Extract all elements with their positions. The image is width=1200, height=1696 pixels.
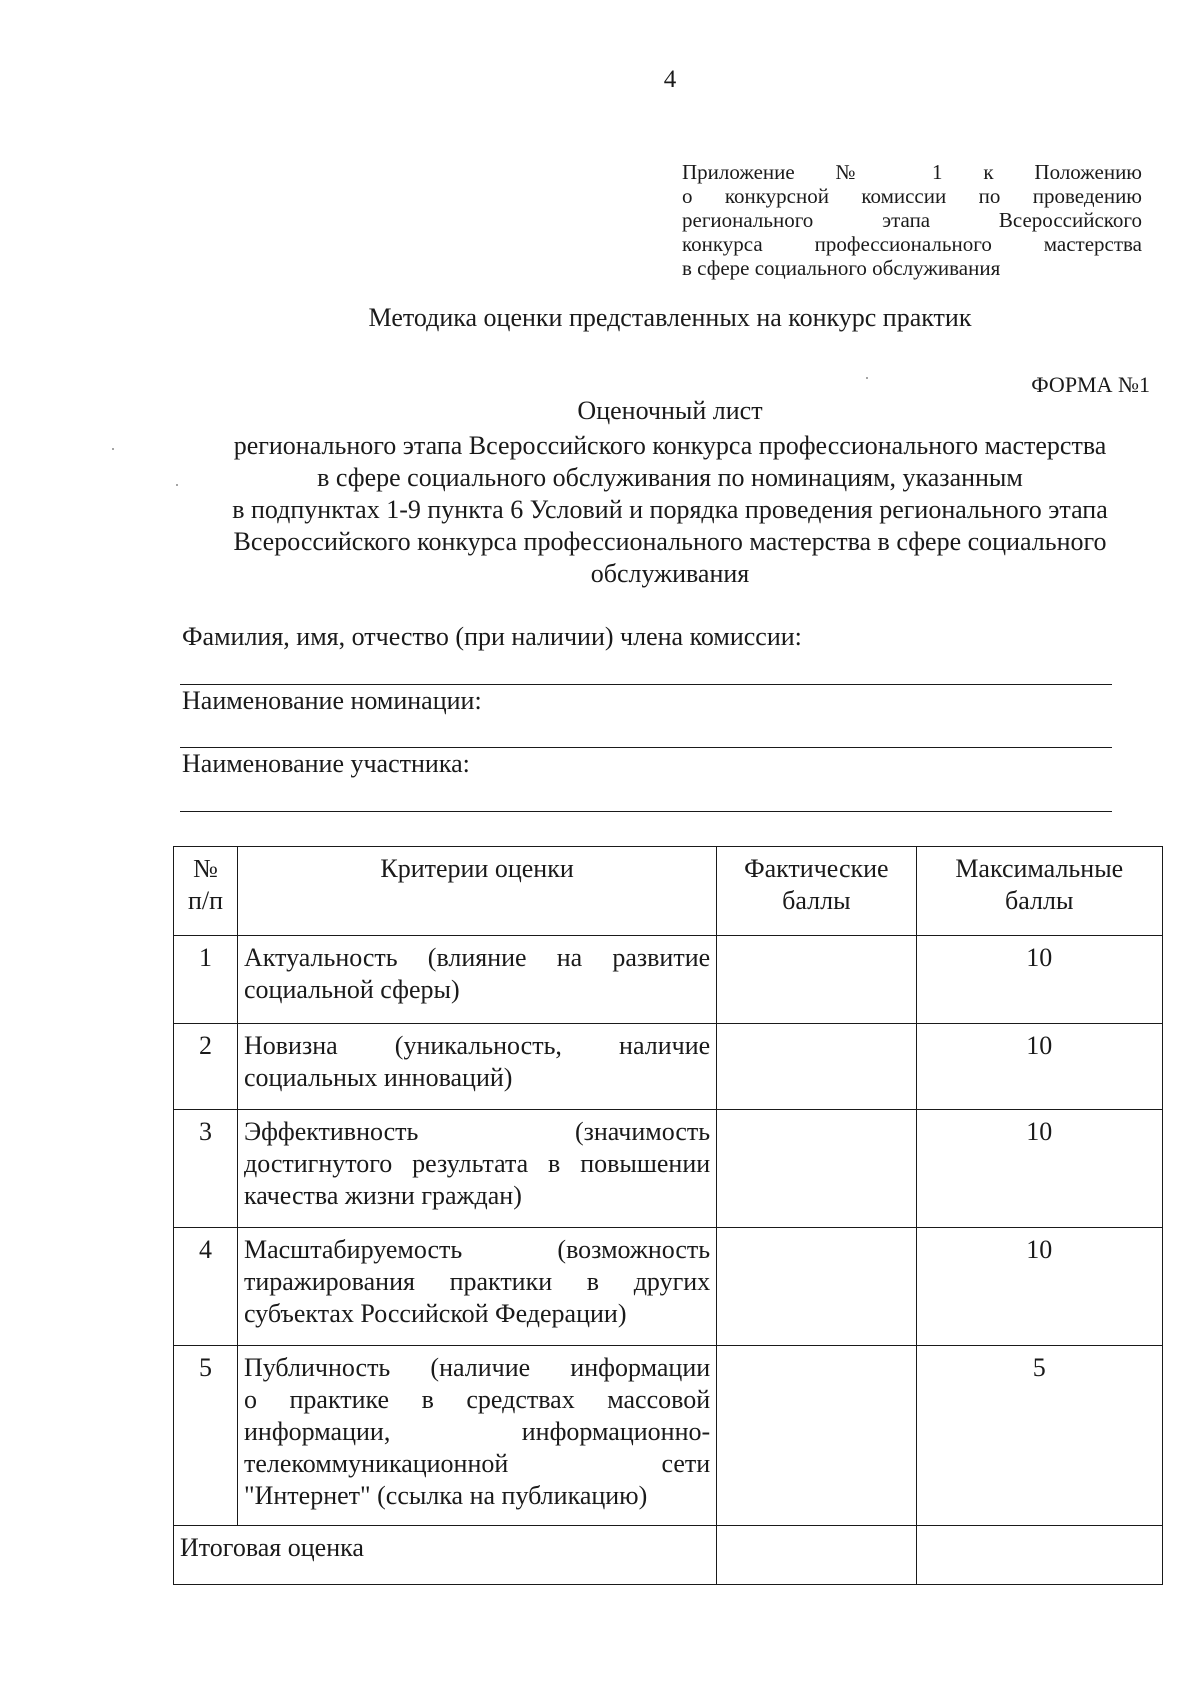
criteria-line: субъектах Российской Федерации) [243,1299,627,1328]
nomination-label: Наименование номинации: [182,686,482,715]
criteria-line: информации, информационно- [243,1417,711,1446]
row-actual-score[interactable] [717,1228,916,1346]
row-max-score: 10 [916,936,1162,1024]
appendix-line: Приложение № 1 к Положению [682,160,1142,184]
criteria-line: Публичность (наличие информации [243,1353,711,1382]
table-row [174,1346,1163,1526]
appendix-line: о конкурсной комиссии по проведению [682,184,1142,208]
row-criteria [237,1110,716,1228]
sheet-subtitle [150,430,1190,590]
member-name-line [180,684,1112,685]
criteria-line: Новизна (уникальность, наличие [243,1031,711,1060]
header-max [916,847,1162,936]
criteria-line: Масштабируемость (возможность [243,1235,711,1264]
row-actual-score[interactable] [717,1024,916,1110]
header-num-line: № [193,854,218,883]
header-criteria: Критерии оценки [237,847,716,936]
criteria-line: социальных инноваций) [243,1063,513,1092]
criteria-line: Актуальность (влияние на развитие [243,943,711,972]
nomination-line [180,747,1112,748]
row-max-score: 10 [916,1228,1162,1346]
table-row [174,1110,1163,1228]
table-header-row [174,847,1163,936]
method-title: Методика оценки представленных на конкурс практик [368,303,972,332]
criteria-line: достигнутого результата в повышении [243,1149,711,1178]
criteria-line: Эффективность (значимость [243,1117,711,1146]
criteria-line: тиражирования практики в других [243,1267,711,1296]
member-name-label: Фамилия, имя, отчество (при наличии) члена комиссии: [182,622,802,651]
row-num: 4 [174,1228,238,1346]
scan-speck [112,448,114,450]
table-total-row [174,1526,1163,1585]
scan-speck [866,377,868,379]
row-max-score: 10 [916,1110,1162,1228]
row-criteria [237,1024,716,1110]
row-num: 3 [174,1110,238,1228]
row-num: 5 [174,1346,238,1526]
header-actual-line: Фактические [744,854,889,883]
row-actual-score[interactable] [717,1110,916,1228]
sheet-subtitle-line: Всероссийского конкурса профессионального мастерства в сфере социального [233,527,1107,556]
header-actual [717,847,916,936]
participant-line [180,811,1112,812]
criteria-line: о практике в средствах массовой [243,1385,711,1414]
table-row [174,936,1163,1024]
row-max-score: 10 [916,1024,1162,1110]
row-num: 1 [174,936,238,1024]
row-num: 2 [174,1024,238,1110]
criteria-line: качества жизни граждан) [243,1181,522,1210]
row-criteria [237,1228,716,1346]
scan-speck [176,484,178,486]
row-criteria [237,1346,716,1526]
form-label: ФОРМА №1 [1031,372,1150,397]
row-criteria [237,936,716,1024]
appendix-line: регионального этапа Всероссийского [682,208,1142,232]
sheet-subtitle-line: регионального этапа Всероссийского конкурса профессионального мастерства [233,431,1107,460]
total-actual-score[interactable] [717,1526,916,1585]
row-actual-score[interactable] [717,1346,916,1526]
sheet-subtitle-line: в подпунктах 1-9 пункта 6 Условий и порядка проведения регионального этапа [232,495,1108,524]
total-label: Итоговая оценка [174,1526,717,1585]
row-actual-score[interactable] [717,936,916,1024]
sheet-title: Оценочный лист [577,396,763,425]
header-num-line: п/п [187,886,224,915]
criteria-line: телекоммуникационной сети [243,1449,711,1478]
table-row [174,1228,1163,1346]
sheet-subtitle-line: в сфере социального обслуживания по номинациям, указанным [317,463,1023,492]
header-max-line: баллы [1005,886,1074,915]
header-max-line: Максимальные [955,854,1124,883]
appendix-line: в сфере социального обслуживания [682,256,1001,280]
appendix-header [682,160,1142,280]
page-number: 4 [663,66,677,93]
appendix-line: конкурса профессионального мастерства [682,232,1142,256]
total-max-score [916,1526,1162,1585]
header-num [174,847,238,936]
row-max-score: 5 [916,1346,1162,1526]
sheet-subtitle-line: обслуживания [590,559,750,588]
scores-table [173,846,1163,1585]
header-actual-line: баллы [782,886,851,915]
criteria-line: "Интернет" (ссылка на публикацию) [243,1481,648,1510]
table-row [174,1024,1163,1110]
participant-label: Наименование участника: [182,749,470,778]
criteria-line: социальной сферы) [243,975,460,1004]
